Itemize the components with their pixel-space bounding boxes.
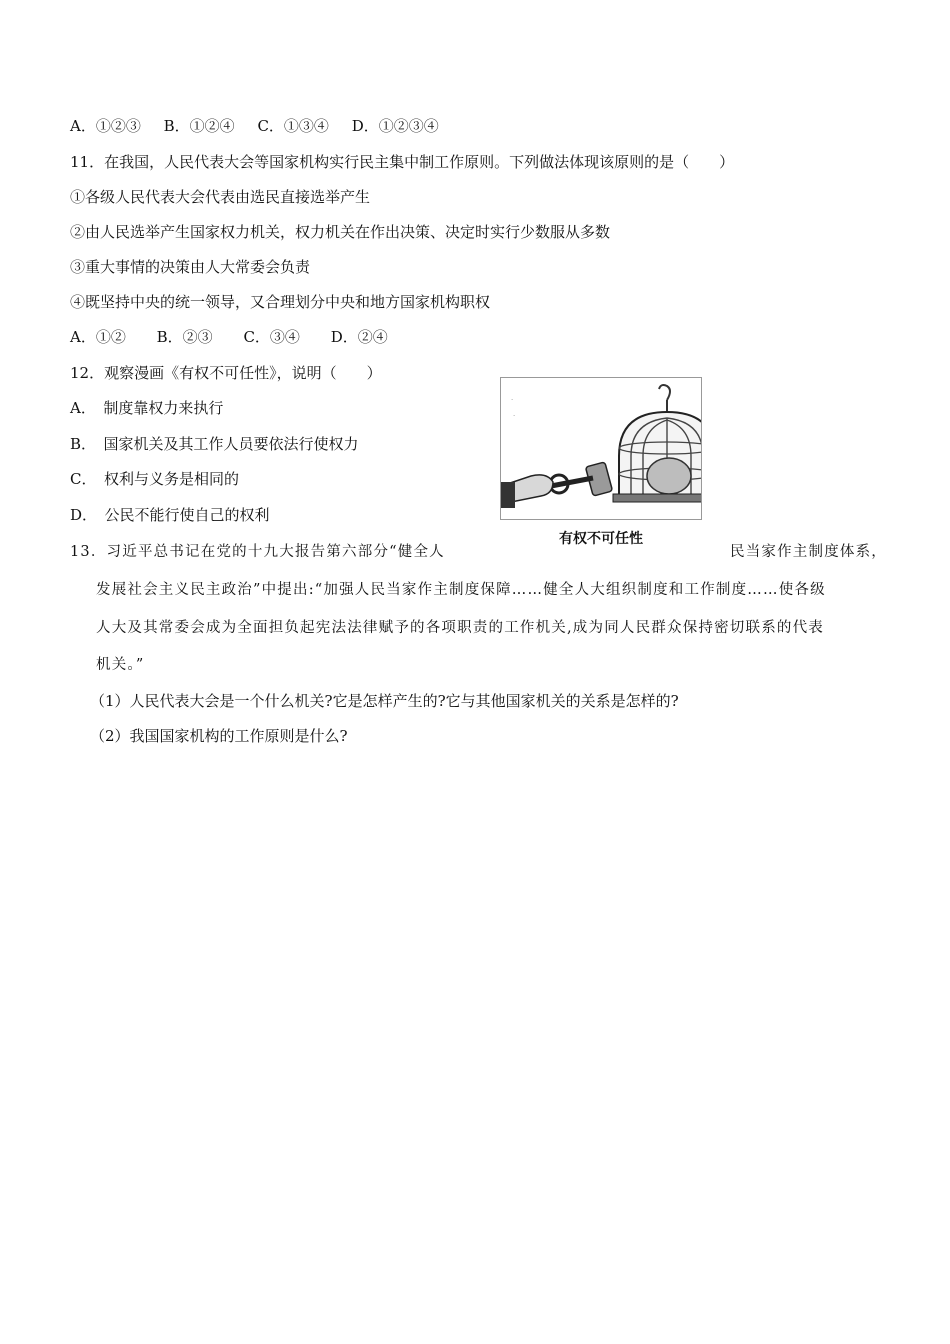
q11-option-c: C．③④ (243, 328, 300, 346)
svg-text:·: · (511, 396, 514, 404)
q11-option-d: D．②④ (330, 328, 388, 346)
q13-line1-right: 民当家作主制度体系， (730, 544, 887, 560)
q12-option-c: C． 权利与义务是相同的 (70, 470, 239, 488)
q11-item-2: ②由人民选举产生国家权力机关，权力机关在作出决策、决定时实行少数服从多数 (70, 223, 611, 241)
q13-line2: 发展社会主义民主政治”中提出:“加强人民当家作主制度保障……健全人大组织制度和工作制度……使各级 (96, 582, 826, 598)
cartoon-image (500, 377, 702, 520)
q11-option-b: B．②③ (156, 328, 213, 346)
q12-option-a: A． 制度靠权力来执行 (70, 399, 224, 417)
q13-line3: 人大及其常委会成为全面担负起宪法法律赋予的各项职责的工作机关,成为同人民群众保持密切联系的代表 (96, 620, 825, 636)
q10-option-b: B．①②④ (163, 117, 235, 135)
q10-option-c: C．①③④ (257, 117, 329, 135)
q12-option-d: D． 公民不能行使自己的权利 (70, 506, 270, 524)
q11-options (70, 327, 388, 347)
q10-option-a: A．①②③ (70, 117, 141, 135)
cartoon-caption: 有权不可任性 (559, 531, 643, 547)
q13-line4: 机关。” (96, 657, 145, 673)
q13-subquestion-2: （2）我国国家机构的工作原则是什么? (90, 727, 348, 745)
q13-subquestion-1: （1）人民代表大会是一个什么机关?它是怎样产生的?它与其他国家机关的关系是怎样的? (90, 692, 679, 710)
q10-options (70, 116, 439, 136)
q11-item-4: ④既坚持中央的统一领导，又合理划分中央和地方国家机构职权 (70, 293, 491, 311)
q13-line1-left: 13．习近平总书记在党的十九大报告第六部分“健全人 (70, 544, 445, 560)
q11-stem: 11．在我国，人民代表大会等国家机构实行民主集中制工作原则。下列做法体现该原则的是（ ） (70, 153, 735, 171)
q12-option-b: B． 国家机关及其工作人员要依法行使权力 (70, 435, 359, 453)
q10-option-d: D．①②③④ (351, 117, 439, 135)
svg-text:·: · (513, 412, 516, 420)
birdcage-key-illustration (501, 378, 701, 519)
q11-option-a: A．①② (70, 328, 126, 346)
q12-stem: 12．观察漫画《有权不可任性》，说明（ ） (70, 364, 382, 382)
q11-item-1: ①各级人民代表大会代表由选民直接选举产生 (70, 188, 371, 206)
q11-item-3: ③重大事情的决策由人大常委会负责 (70, 258, 311, 276)
